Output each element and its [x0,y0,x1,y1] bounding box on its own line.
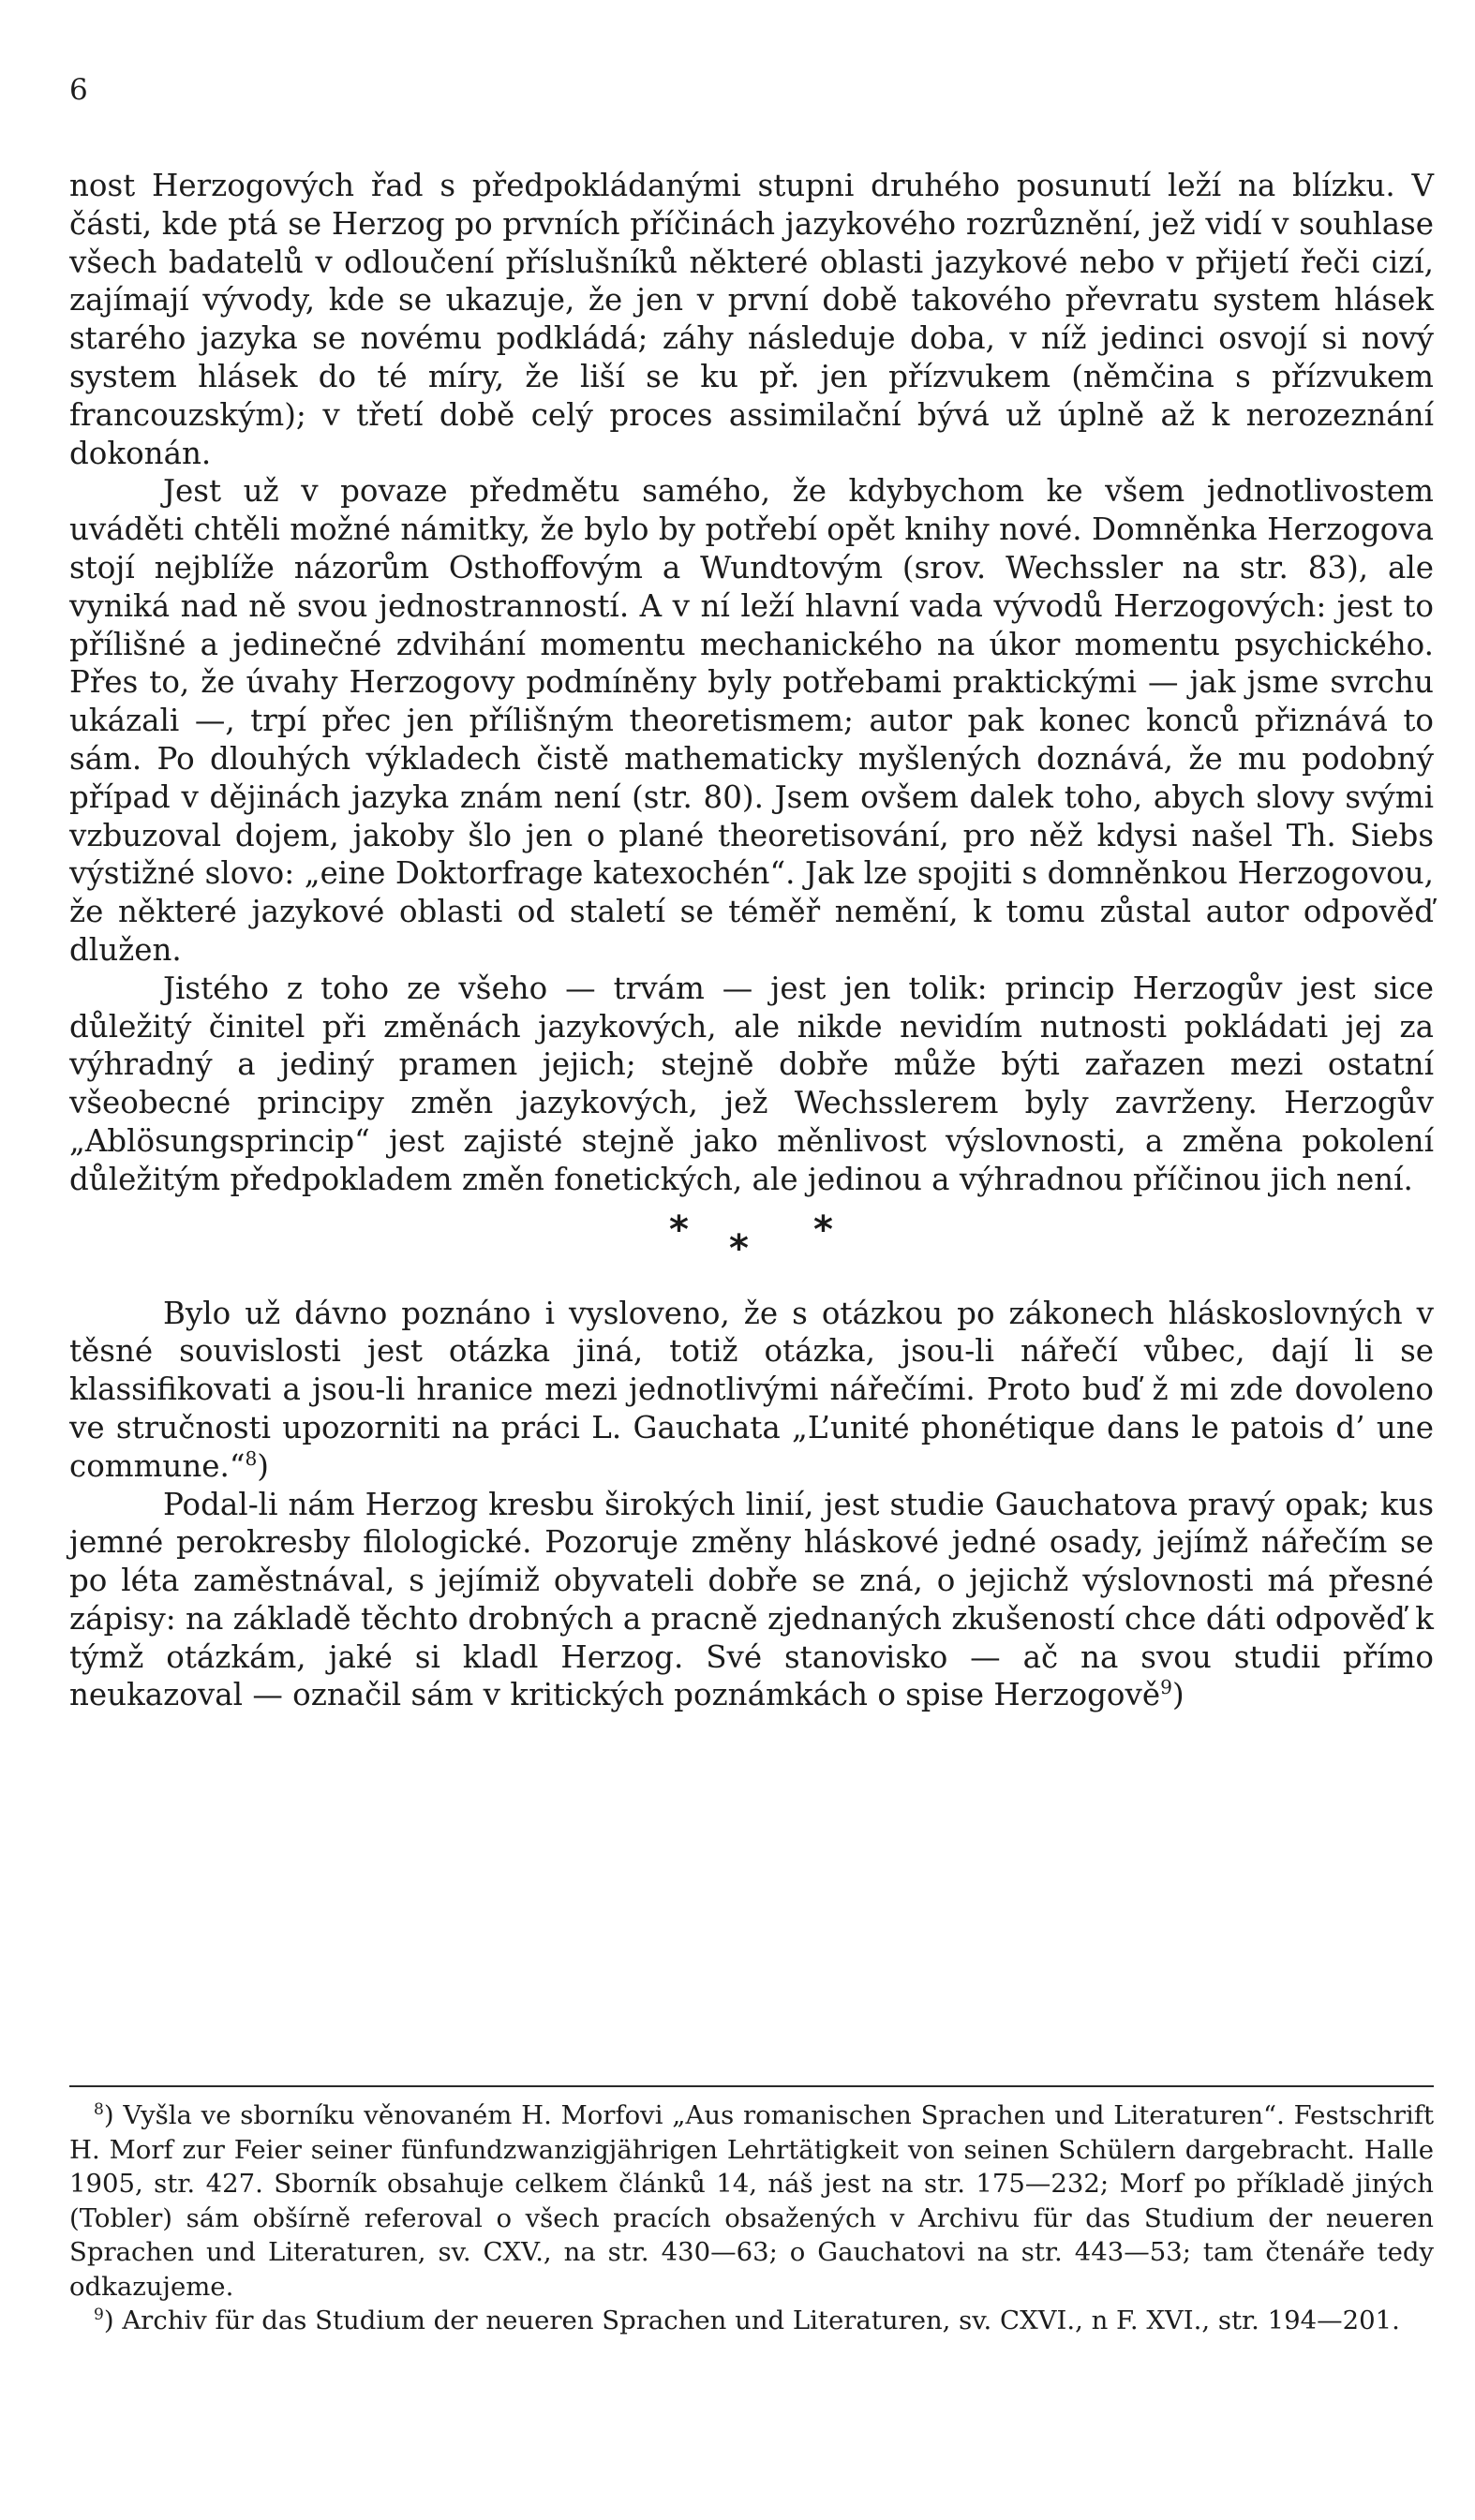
paragraph-3: Jistého z toho ze všeho — trvám — jest jen tolik: princip Herzogův jest sice důležitý činitel při změnách jazykových, ale nikde nevidím nutnosti pokládati jej za výhradný a jediný pramen jejich; stejně dobře může býti zařazen mezi ostatní všeobecné principy změn jazykových, jež Wechsslerem byly zavrženy. Herzogův „Ablösungsprincip“ jest zajisté stejně jako měnlivost výslovnosti, a změna pokolení důležitým předpokladem změn fonetických, ale jedinou a výhradnou příčinou jich není. [69,970,1434,1197]
footnote-9-text: ) Archiv für das Studium der neueren Sprachen und Literaturen, sv. CXVI., n F. XVI., str. 194—201. [103,2305,1400,2335]
asterisk-right: * [813,1208,833,1252]
footnote-8 [69,2098,1434,2304]
footnote-ref-8-paren: ) [257,1447,269,1484]
paragraph-4-text: Bylo už dávno poznáno i vysloveno, že s otázkou po zákonech hláskoslovných v těsné souvislosti jest otázka jiná, totiž otázka, jsou-li nářečí vůbec, dají li se klassifikovati a jsou-li hranice mezi jednotlivými nářečími. Proto buď ž mi zde dovoleno ve stručnosti upozorniti na práci L. Gauchata „L’unité phonétique dans le patois d’ une commune.“ [69,1295,1434,1484]
footnote-ref-8: 8 [245,1446,258,1470]
footnote-ref-9-paren: ) [1171,1677,1184,1713]
paragraph-5-text: Podal-li nám Herzog kresbu širokých linií, jest studie Gauchatova pravý opak; kus jemné perokresby filologické. Pozoruje změny hláskové jedné osady, jejímž nářečím se po léta zaměstnával, s jejímiž obyvateli dobře se zná, o jejichž výslovnosti má přesné zápisy: na základě těchto drobných a pracně zjednaných zkušeností chce dáti odpověď k týmž otázkám, jaké si kladl Herzog. Své stanovisko — ač na svou studii přímo neukazoval — označil sám v kritických poznámkách o spise Herzogově [69,1486,1434,1713]
paragraph-5 [69,1486,1434,1715]
footnotes [69,2098,1434,2338]
footnote-divider [69,2085,1434,2087]
asterisk-left: * [669,1208,689,1252]
footnote-9 [69,2304,1434,2338]
paragraph-4 [69,1295,1434,1486]
paragraph-1: nost Herzogových řad s předpokládanými stupni druhého posunutí leží na blízku. V části, kde ptá se Herzog po prvních příčinách jazykového rozrůznění, jež vidí v souhlase všech badatelů v odloučení příslušníků některé oblasti jazykové nebo v přijetí řeči cizí, zajímají vývody, kde se ukazuje, že jen v první době takového převratu system hlásek starého jazyka se novému podkládá; záhy následuje doba, v níž jedinci osvojí si nový system hlásek do té míry, že liší se ku př. jen přízvukem (němčina s přízvukem francouzským); v třetí době celý proces assimilační bývá už úplně až k nerozeznání dokonán. [69,168,1434,471]
footnote-8-marker: 8 [94,2099,104,2119]
footnote-8-text: ) Vyšla ve sborníku věnovaném H. Morfovi „Aus romanischen Sprachen und Literaturen“. Festschrift H. Morf zur Feier seiner fünfundzwanzigjährigen Lehrtätigkeit von seinen Schülern dargebracht. Halle 1905, str. 427. Sborník obsahuje celkem článků 14, náš jest na str. 175—232; Morf po příkladě jiných (Tobler) sám obšírně referoval o všech pracích obsažených v Archivu für das Studium der neueren Sprachen und Literaturen, sv. CXV., na str. 430—63; o Gauchatovi na str. 443—53; tam čtenáře tedy odkazujeme. [69,2100,1434,2302]
asterisk-middle: * [729,1226,749,1270]
footnote-ref-9: 9 [1160,1676,1172,1699]
main-text [69,167,1434,1714]
paragraph-2: Jest už v povaze předmětu samého, že kdybychom ke všem jednotlivostem uváděti chtěli možné námitky, že bylo by potřebí opět knihy nové. Domněnka Herzogova stojí nejblíže názorům Osthoffovým a Wundtovým (srov. Wechssler na str. 83), ale vyniká nad ně svou jednostranností. A v ní leží hlavní vada vývodů Herzogových: jest to přílišné a jedinečné zdvihání momentu mechanického na úkor momentu psychického. Přes to, že úvahy Herzogovy podmíněny byly potřebami praktickými — jak jsme svrchu ukázali —, trpí přec jen přílišným theoretismem; autor pak konec konců přiznává to sám. Po dlouhých výkladech čistě mathematicky myšlených doznává, že mu podobný případ v dějinách jazyka znám není (str. 80). Jsem ovšem dalek toho, abych slovy svými vzbuzoval dojem, jakoby šlo jen o plané theoretisování, pro něž kdysi našel Th. Siebs výstižné slovo: „eine Doktorfrage katexochén“. Jak lze spojiti s domněnkou Herzogovou, že některé jazykové oblasti od staletí se téměř nemění, k tomu zůstal autor odpověď dlužen. [69,473,1434,968]
section-separator [69,1199,1434,1295]
footnote-9-marker: 9 [94,2305,104,2324]
page-number: 6 [69,73,89,107]
